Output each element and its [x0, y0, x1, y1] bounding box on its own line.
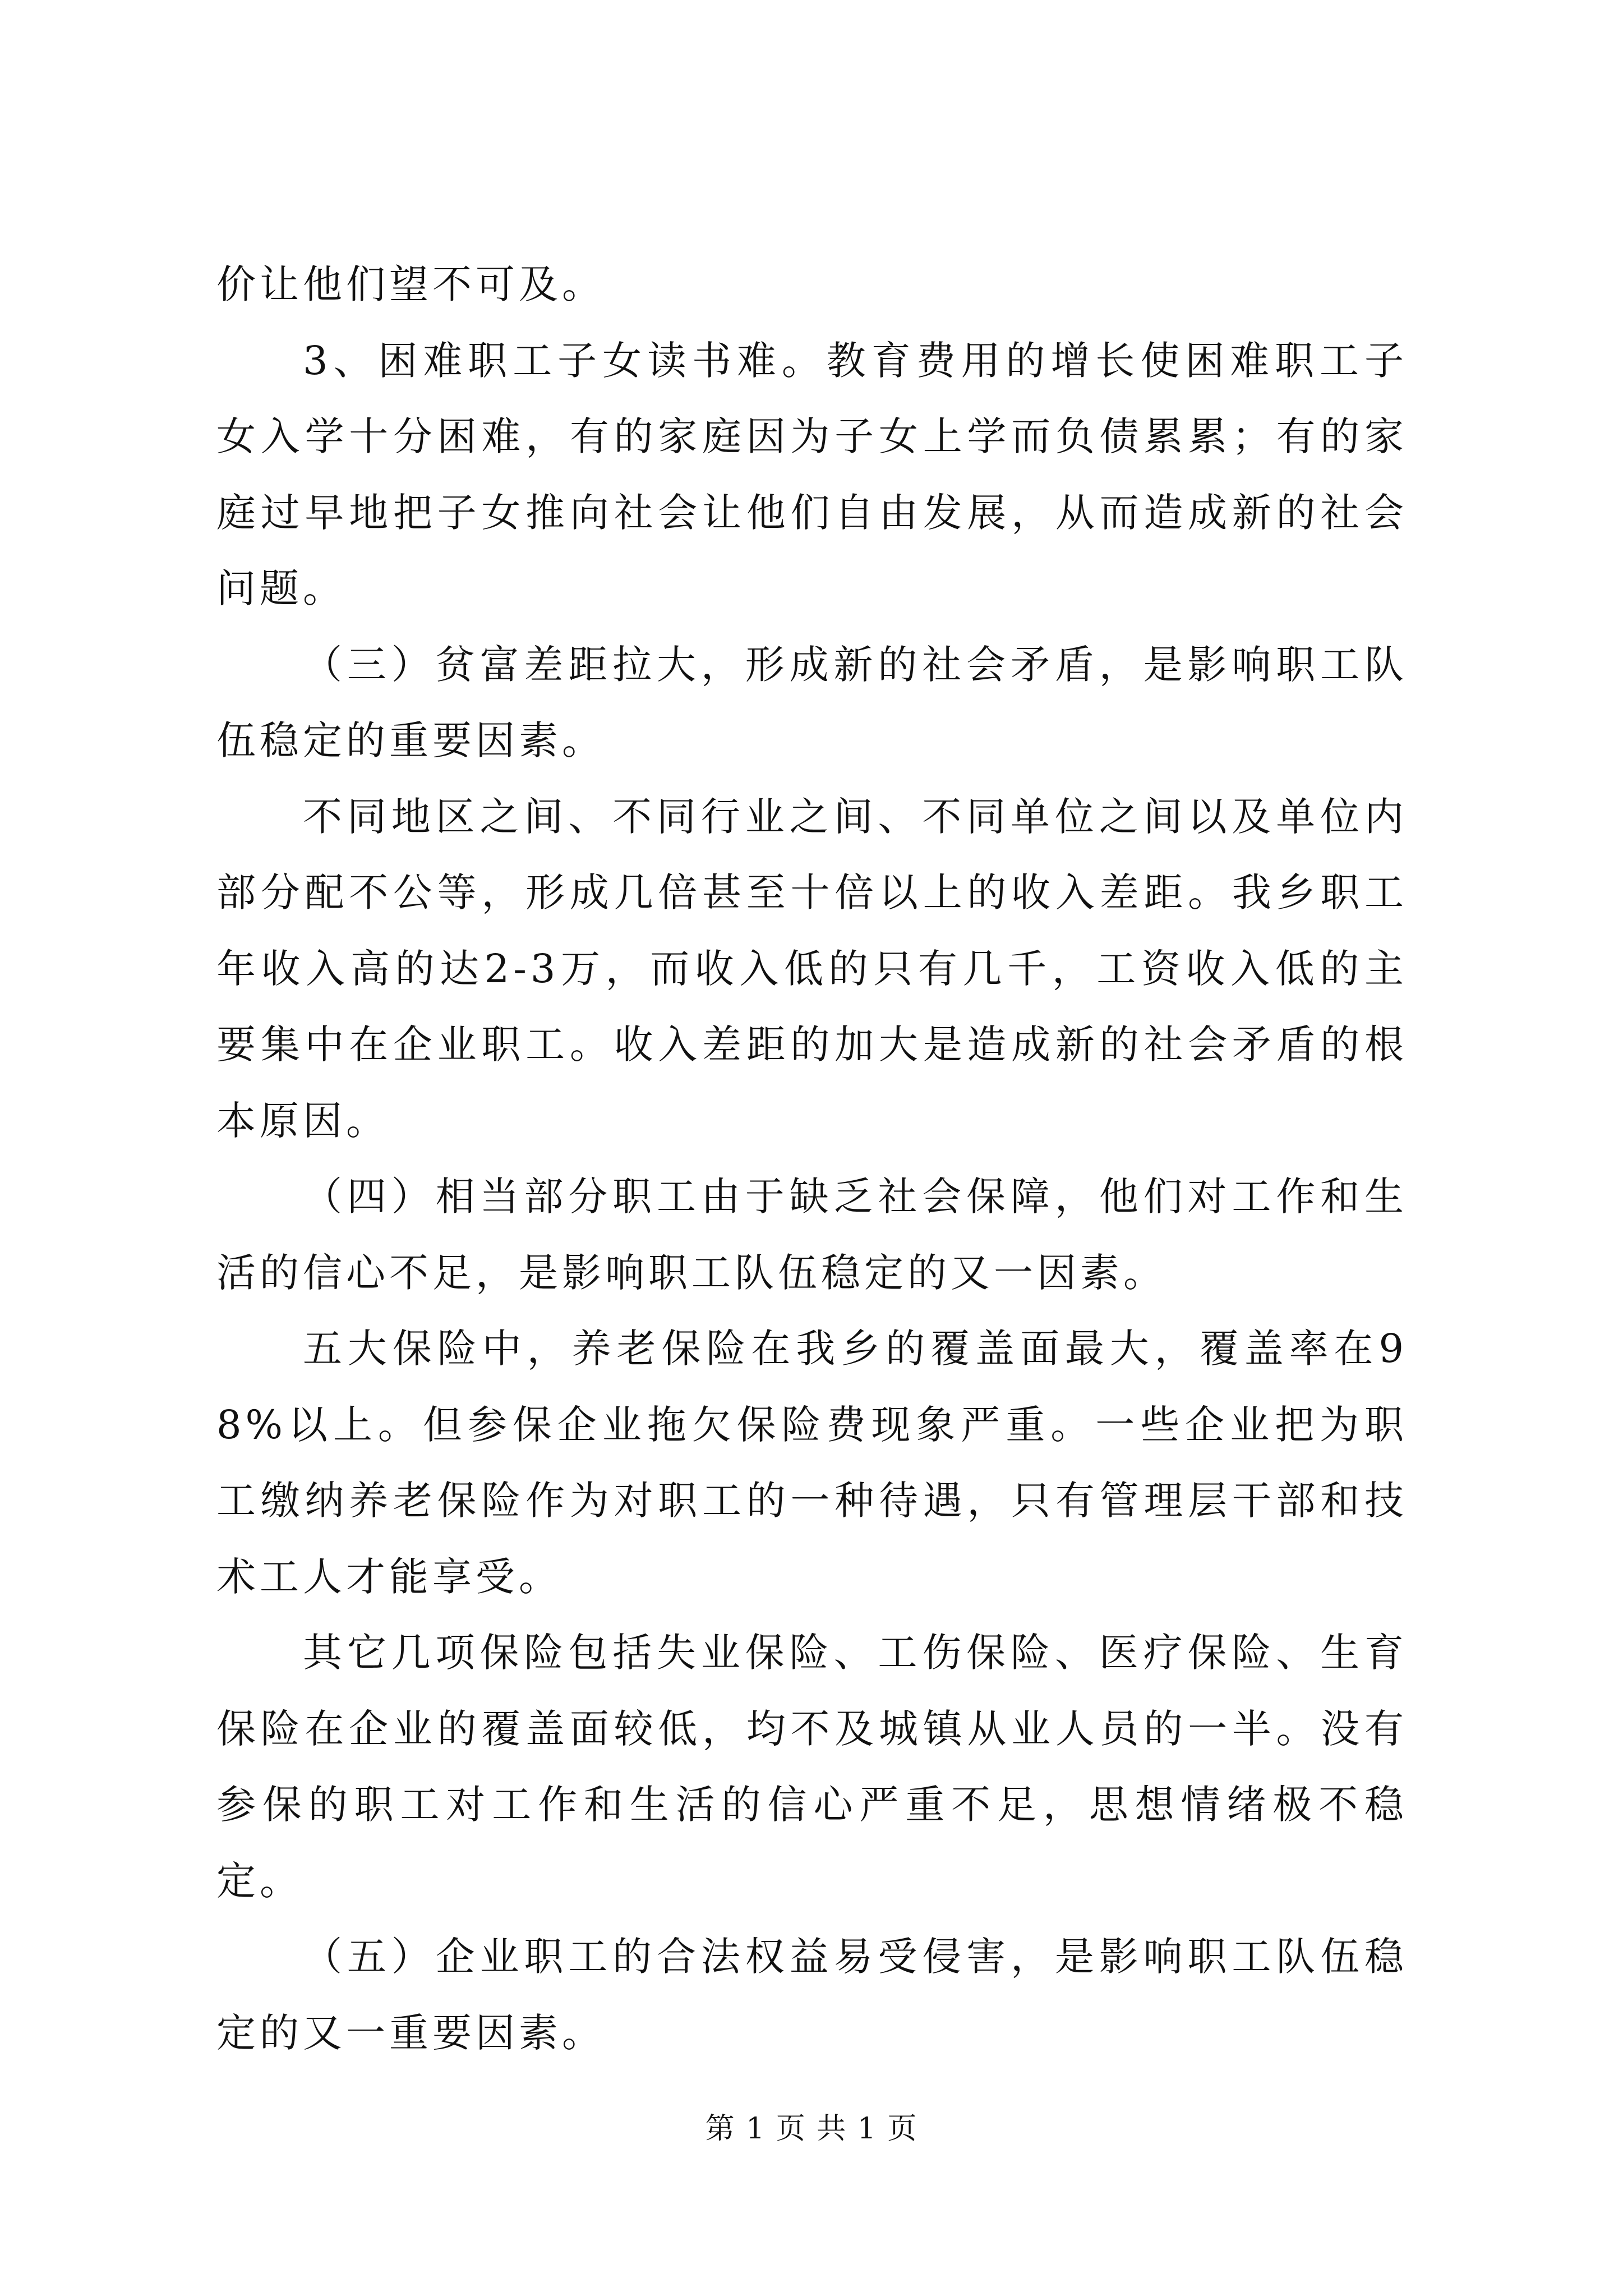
paragraph-item-3-difficulty-schooling: 3、困难职工子女读书难。教育费用的增长使困难职工子女入学十分困难，有的家庭因为子女上学而负债累累；有的家庭过早地把子女推向社会让他们自由发展，从而造成新的社会问题。	[216, 337, 1408, 611]
section-heading-5-legal-rights: （五）企业职工的合法权益易受侵害，是影响职工队伍稳定的又一重要因素。	[216, 1934, 1408, 2056]
page-footer: 第 1 页 共 1 页	[705, 2112, 918, 2146]
paragraph-continuation: 价让他们望不可及。	[216, 261, 605, 307]
paragraph-income-gap: 不同地区之间、不同行业之间、不同单位之间以及单位内部分配不公等，形成几倍甚至十倍以上的收入差距。我乡职工年收入高的达2-3万，而收入低的只有几千，工资收入低的主要集中在企业职工。收入差距的加大是造成新的社会矛盾的根本原因。	[216, 793, 1408, 1144]
paragraph-pension-insurance: 五大保险中，养老保险在我乡的覆盖面最大，覆盖率在98%以上。但参保企业拖欠保险费现象严重。一些企业把为职工缴纳养老保险作为对职工的一种待遇，只有管理层干部和技术工人才能享受。	[216, 1326, 1408, 1600]
section-heading-4-social-security: （四）相当部分职工由于缺乏社会保障，他们对工作和生活的信心不足，是影响职工队伍稳定的又一因素。	[216, 1174, 1408, 1296]
paragraph-other-insurance: 其它几项保险包括失业保险、工伤保险、医疗保险、生育保险在企业的覆盖面较低，均不及城镇从业人员的一半。没有参保的职工对工作和生活的信心严重不足，思想情绪极不稳定。	[216, 1630, 1408, 1904]
section-heading-3-income-gap: （三）贫富差距拉大，形成新的社会矛盾，是影响职工队伍稳定的重要因素。	[216, 641, 1408, 763]
document-body	[216, 247, 1408, 2071]
